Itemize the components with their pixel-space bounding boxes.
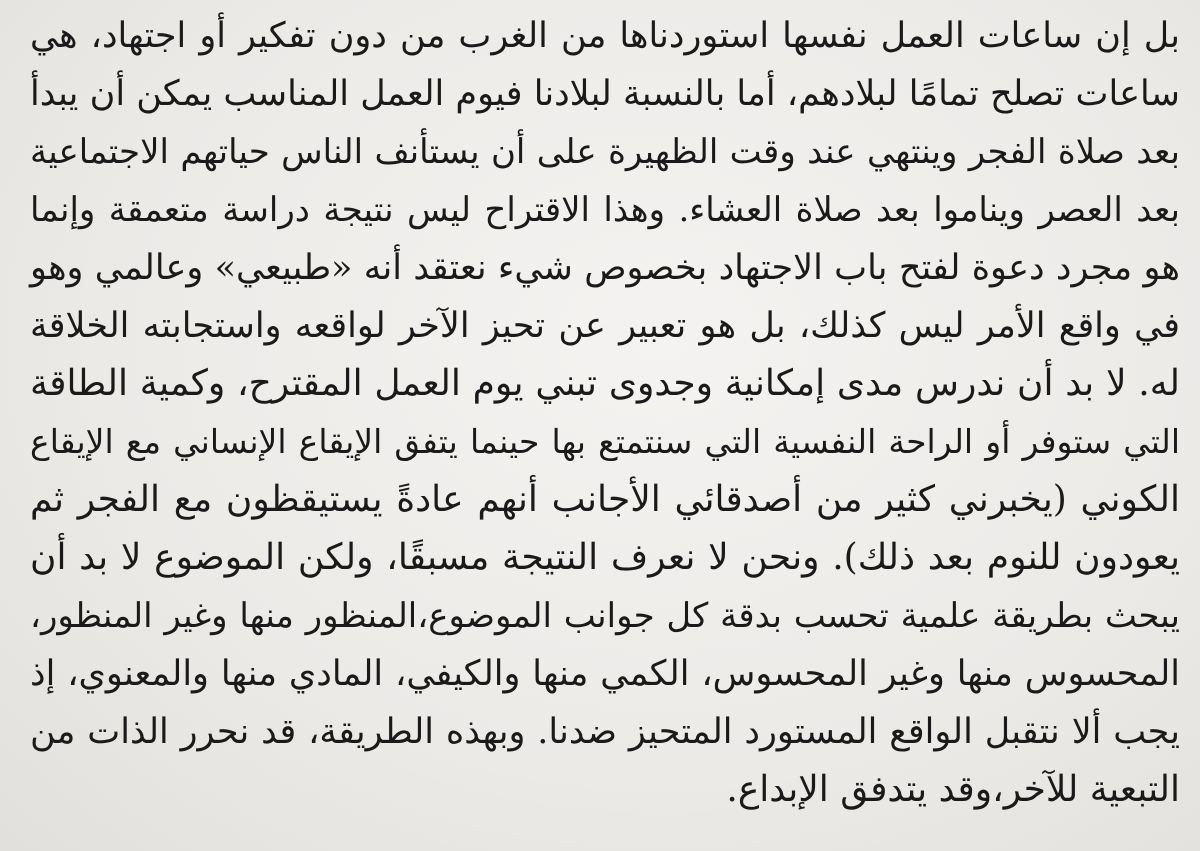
text-line: بعد صلاة الفجر وينتهي عند وقت الظهيرة على أن يستأنف الناس حياتهم الاجتماعية [30,132,1180,172]
text-line: في واقع الأمر ليس كذلك، بل هو تعبير عن تحيز الآخر لواقعه واستجابته الخلاقة [30,306,1180,346]
text-line: يبحث بطريقة علمية تحسب بدقة كل جوانب الموضوع،المنظور منها وغير المنظور، [30,596,1180,636]
text-line: بل إن ساعات العمل نفسها استوردناها من الغرب من دون تفكير أو اجتهاد، هي [30,16,1180,56]
text-line: المحسوس منها وغير المحسوس، الكمي منها والكيفي، المادي منها والمعنوي، إذ [30,654,1180,694]
text-line: يجب ألا نتقبل الواقع المستورد المتحيز ضدنا. وبهذه الطريقة، قد نحرر الذات من [30,712,1180,752]
text-line: ساعات تصلح تمامًا لبلادهم، أما بالنسبة لبلادنا فيوم العمل المناسب يمكن أن يبدأ [30,74,1180,114]
text-line: له. لا بد أن ندرس مدى إمكانية وجدوى تبني يوم العمل المقترح، وكمية الطاقة [30,363,1180,404]
text-line: يعودون للنوم بعد ذلك). ونحن لا نعرف النتيجة مسبقًا، ولكن الموضوع لا بد أن [30,537,1180,578]
text-line: الكوني (يخبرني كثير من أصدقائي الأجانب أنهم عادةً يستيقظون مع الفجر ثم [30,479,1180,520]
text-line: هو مجرد دعوة لفتح باب الاجتهاد بخصوص شيء نعتقد أنه «طبيعي» وعالمي وهو [30,248,1180,288]
text-line-last: التبعية للآخر،وقد يتدفق الإبداع. [726,769,1180,810]
text-line: بعد العصر ويناموا بعد صلاة العشاء. وهذا الاقتراح ليس نتيجة دراسة متعمقة وإنما [30,190,1180,230]
text-line: التي ستوفر أو الراحة النفسية التي سنتمتع بها حينما يتفق الإيقاع الإنساني مع الإيقاع [30,422,1180,461]
